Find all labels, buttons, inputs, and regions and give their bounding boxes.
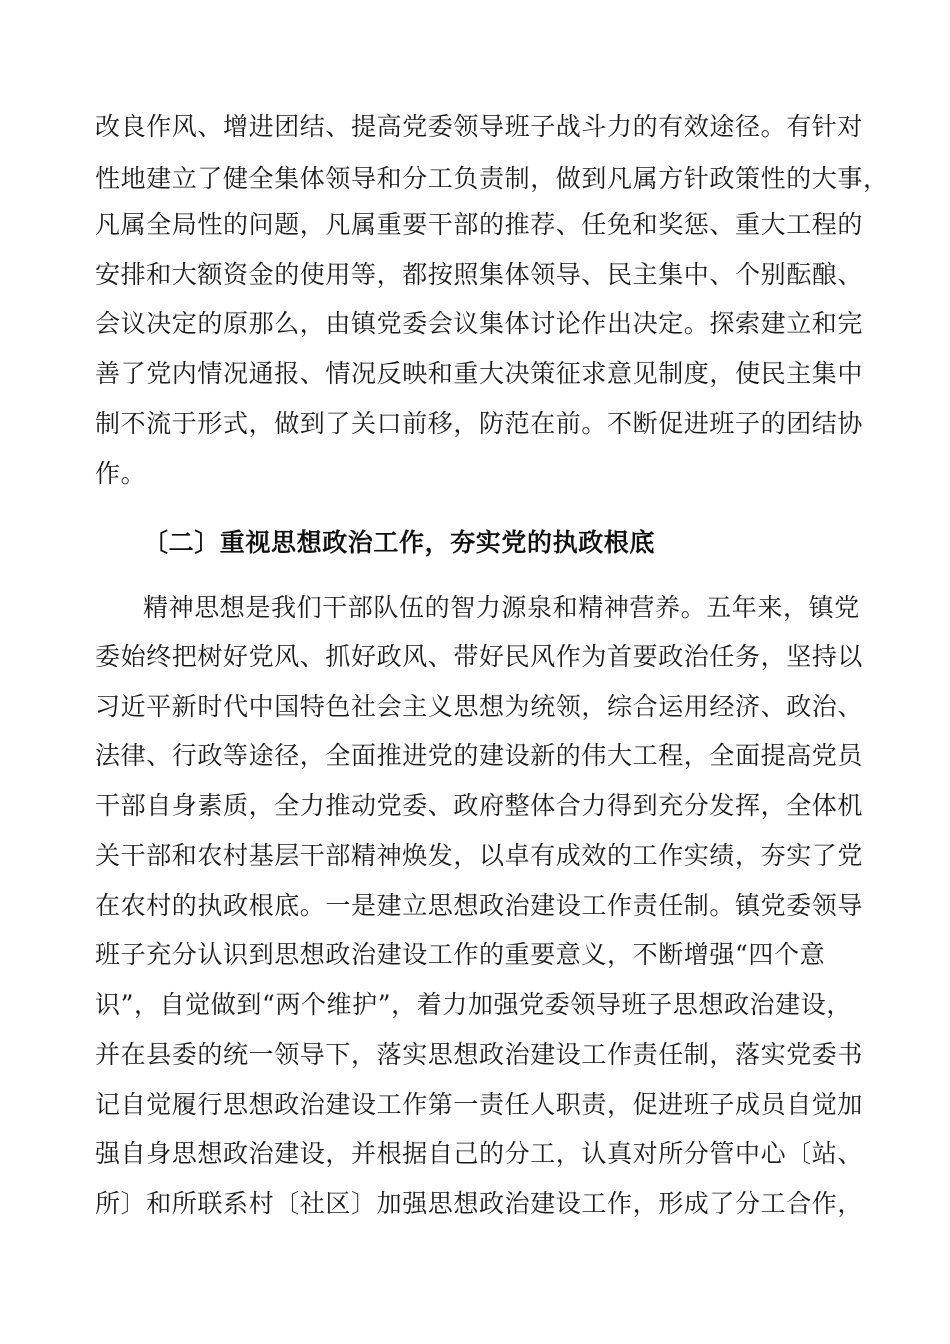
paragraph2-line-2: 委始终把树好党风、抓好政风、带好民风作为首要政治任务，坚持以 [95, 642, 864, 671]
paragraph2-line-3: 习近平新时代中国特色社会主义思想为统领，综合运用经济、政治、 [95, 692, 864, 721]
section-heading: 〔二〕重视思想政治工作，夯实党的执政根底 [143, 528, 656, 557]
paragraph1-line-3: 凡属全局性的问题，凡属重要干部的推荐、任免和奖惩、重大工程的 [95, 210, 864, 239]
paragraph2-line-4: 法律、行政等途径，全面推进党的建设新的伟大工程，全面提高党员 [95, 741, 864, 770]
paragraph1-line-7: 制不流于形式，做到了关口前移，防范在前。不断促进班子的团结协 [95, 409, 864, 438]
paragraph2-line-11: 记自觉履行思想政治建设工作第一责任人职责，促进班子成员自觉加 [95, 1090, 864, 1119]
paragraph2-line-13: 所〕和所联系村〔社区〕加强思想政治建设工作，形成了分工合作， [95, 1189, 864, 1218]
paragraph2-line-10: 并在县委的统一领导下，落实思想政治建设工作责任制，落实党委书 [95, 1040, 864, 1069]
paragraph1-line-1: 改良作风、增进团结、提高党委领导班子战斗力的有效途径。有针对 [95, 112, 864, 141]
paragraph1-line-2: 性地建立了健全集体领导和分工负责制，做到凡属方针政策性的大事， [95, 164, 889, 193]
paragraph2-line-12: 强自身思想政治建设，并根据自己的分工，认真对所分管中心〔站、 [95, 1139, 864, 1168]
paragraph1-line-8: 作。 [95, 459, 147, 488]
paragraph2-line-5: 干部自身素质，全力推动党委、政府整体合力得到充分发挥，全体机 [95, 791, 864, 820]
paragraph2-line-6: 关干部和农村基层干部精神焕发，以卓有成效的工作实绩，夯实了党 [95, 841, 864, 870]
paragraph2-line-7: 在农村的执政根底。一是建立思想政治建设工作责任制。镇党委领导 [95, 891, 864, 920]
paragraph1-line-6: 善了党内情况通报、情况反映和重大决策征求意见制度，使民主集中 [95, 359, 864, 388]
paragraph2-line-1: 精神思想是我们干部队伍的智力源泉和精神营养。五年来，镇党 [143, 593, 860, 622]
paragraph1-line-5: 会议决定的原那么，由镇党委会议集体讨论作出决定。探索建立和完 [95, 309, 864, 338]
paragraph2-line-8: 班子充分认识到思想政治建设工作的重要意义，不断增强“四个意 [95, 940, 826, 969]
paragraph1-line-4: 安排和大额资金的使用等，都按照集体领导、民主集中、个别酝酿、 [95, 260, 864, 289]
paragraph2-line-9: 识”，自觉做到“两个维护”，着力加强党委领导班子思想政治建设， [95, 990, 852, 1019]
